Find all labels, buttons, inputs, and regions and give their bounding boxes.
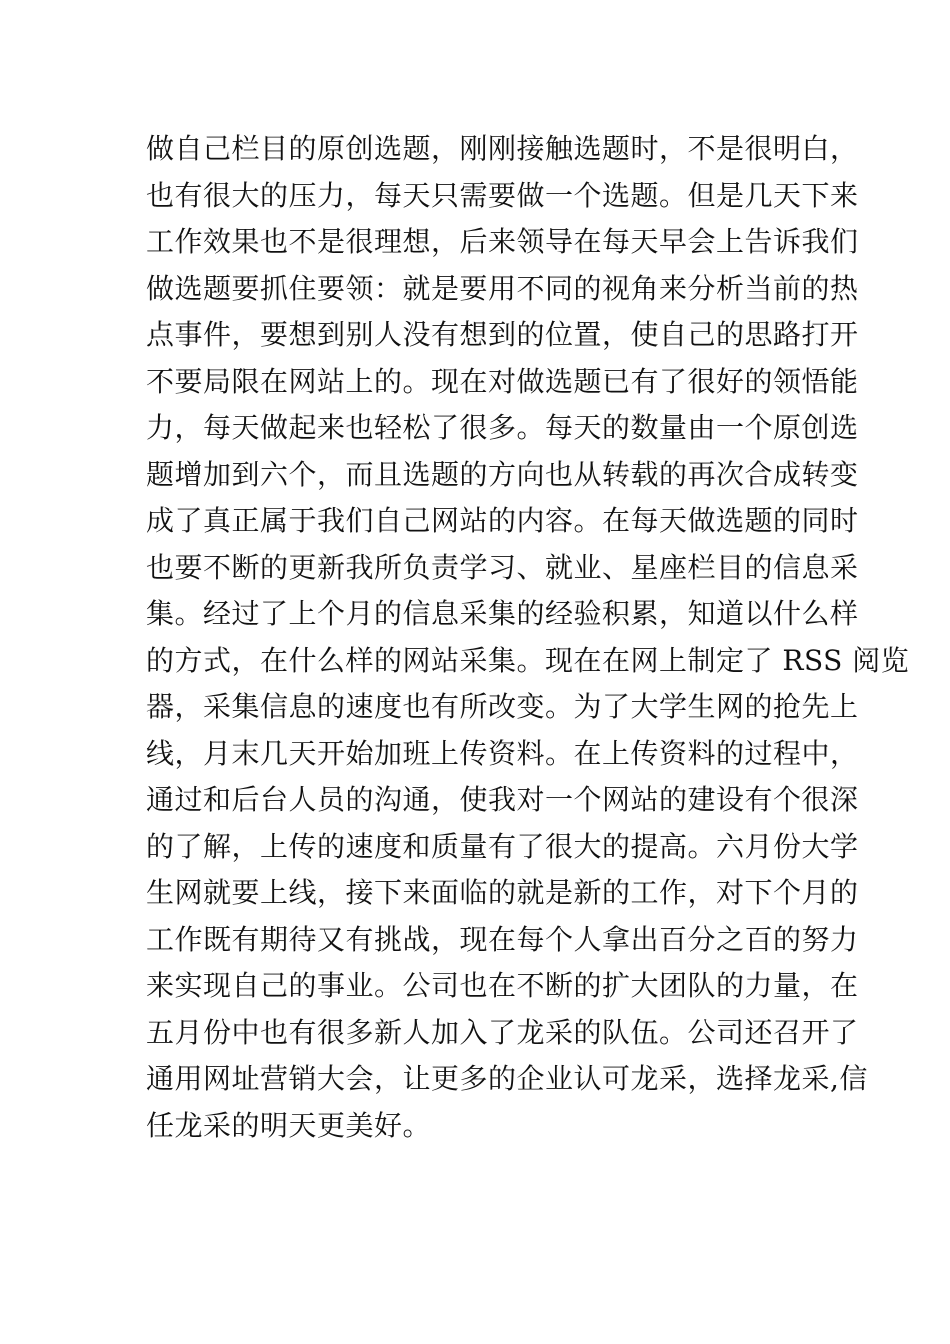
- text-line: 点事件，要想到别人没有想到的位置，使自己的思路打开: [146, 318, 859, 351]
- text-line: 成了真正属于我们自己网站的内容。在每天做选题的同时: [146, 504, 859, 537]
- text-line: 通过和后台人员的沟通，使我对一个网站的建设有个很深: [146, 783, 859, 816]
- text-line: 做自己栏目的原创选题，刚刚接触选题时，不是很明白，: [146, 132, 859, 165]
- text-line: 生网就要上线，接下来面临的就是新的工作，对下个月的: [146, 876, 859, 909]
- text-line: 五月份中也有很多新人加入了龙采的队伍。公司还召开了: [146, 1015, 859, 1049]
- text-line: 题增加到六个，而且选题的方向也从转载的再次合成转变: [146, 457, 859, 491]
- text-line: 器，采集信息的速度也有所改变。为了大学生网的抢先上: [146, 690, 859, 723]
- text-line: 集。经过了上个月的信息采集的经验积累，知道以什么样: [146, 597, 859, 630]
- text-line: 线，月末几天开始加班上传资料。在上传资料的过程中，: [146, 736, 859, 770]
- text-line: 的方式，在什么样的网站采集。现在在网上制定了 RSS 阅览: [146, 643, 910, 677]
- text-line: 任龙采的明天更美好。: [146, 1108, 432, 1142]
- text-line: 工作效果也不是很理想，后来领导在每天早会上告诉我们: [146, 225, 859, 258]
- text-line: 通用网址营销大会，让更多的企业认可龙采，选择龙采,信: [146, 1062, 868, 1095]
- text-line: 也有很大的压力，每天只需要做一个选题。但是几天下来: [146, 178, 859, 212]
- body-paragraph: [146, 126, 910, 1149]
- text-line: 不要局限在网站上的。现在对做选题已有了很好的领悟能: [146, 364, 859, 398]
- text-line: 工作既有期待又有挑战，现在每个人拿出百分之百的努力: [146, 922, 859, 956]
- text-line: 力，每天做起来也轻松了很多。每天的数量由一个原创选: [146, 411, 859, 444]
- text-line: 的了解，上传的速度和质量有了很大的提高。六月份大学: [146, 829, 859, 863]
- text-line: 来实现自己的事业。公司也在不断的扩大团队的力量，在: [146, 969, 859, 1002]
- text-line: 也要不断的更新我所负责学习、就业、星座栏目的信息采: [146, 550, 859, 584]
- text-line: 做选题要抓住要领：就是要用不同的视角来分析当前的热: [146, 271, 859, 305]
